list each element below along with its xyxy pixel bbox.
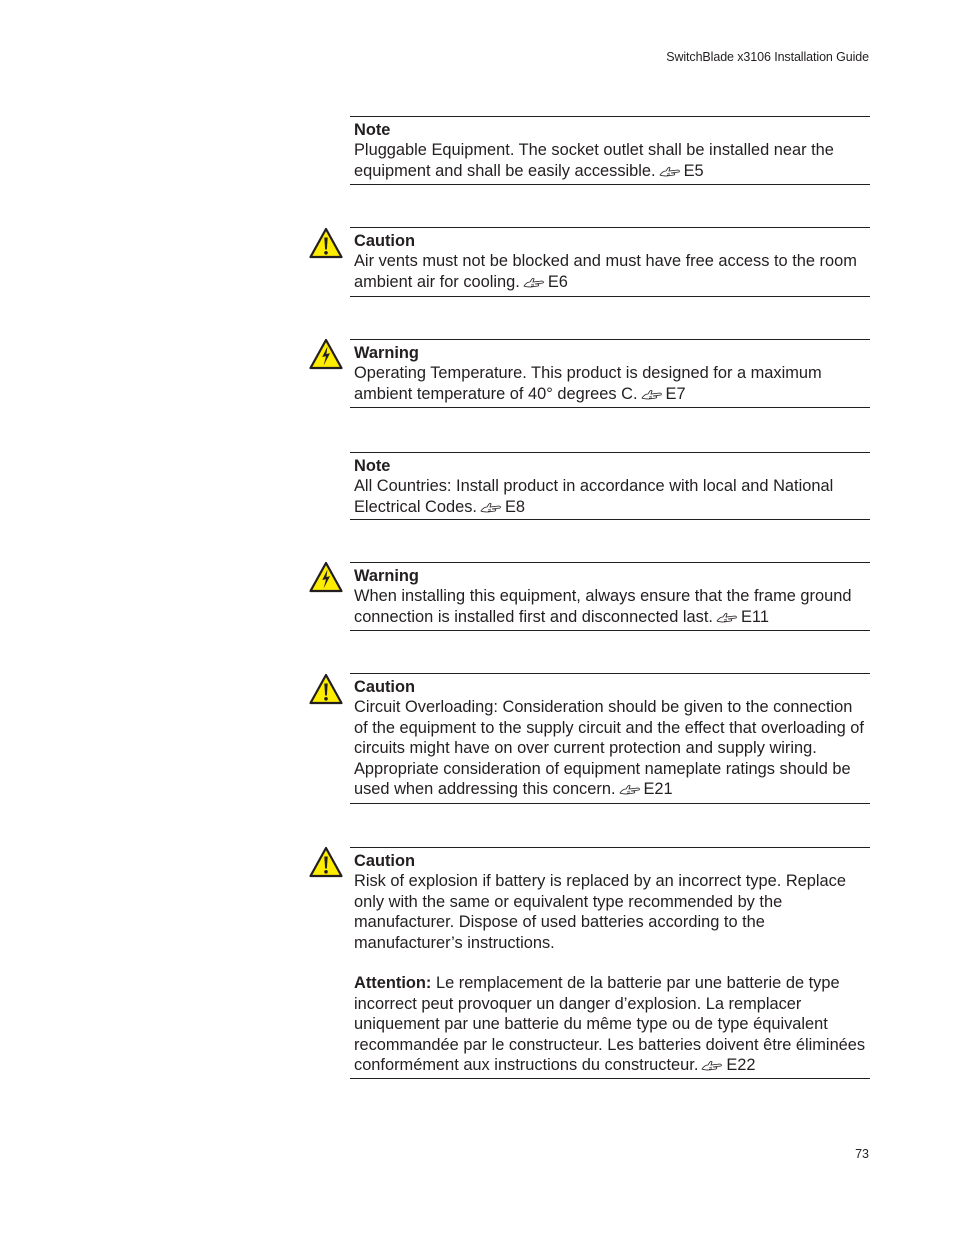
- running-header: SwitchBlade x3106 Installation Guide: [666, 50, 869, 64]
- attention-body: Attention: Le remplacement de la batterie par une batterie de type incorrect peut provoquer un danger d’explosion. La remplacer uniquement par une batterie du même type ou de type équivalent recommandée par le constructeur. Les batteries doivent être éliminées conformément aux instructions du constructeur. E22: [354, 974, 866, 1075]
- notice-title: Note: [354, 457, 391, 475]
- caution-triangle-icon: [309, 227, 343, 259]
- warning-notice: [350, 562, 870, 631]
- caution-notice: [350, 847, 870, 1079]
- notice-title: Caution: [354, 678, 416, 696]
- pointing-hand-icon: [480, 501, 502, 513]
- notice-code: E21: [643, 780, 673, 799]
- notice-code: E8: [504, 497, 526, 516]
- notice-body: All Countries: Install product in accordance with local and National Electrical Codes. E8: [354, 477, 834, 516]
- note-notice: [350, 452, 870, 520]
- notice-title: Note: [354, 121, 391, 139]
- notice-code: E22: [726, 1056, 756, 1075]
- electrical-hazard-icon: [309, 561, 343, 593]
- notice-code: E11: [740, 607, 769, 626]
- notice-code: E7: [665, 384, 686, 403]
- pointing-hand-icon: [701, 1059, 723, 1071]
- pointing-hand-icon: [619, 783, 641, 795]
- pointing-hand-icon: [659, 165, 681, 177]
- notice-body: Air vents must not be blocked and must have free access to the room ambient air for cooling. E6: [354, 252, 857, 291]
- notice-code: E6: [547, 272, 568, 291]
- notice-body: Circuit Overloading: Consideration should be given to the connection of the equipment to the supply circuit and the effect that overloading of circuits might have on over current protection and supply wiring. Appropriate consideration of equipment nameplate ratings should be used when addressing this concern. E21: [354, 698, 864, 799]
- notice-code: E5: [683, 161, 704, 180]
- notice-body: Operating Temperature. This product is designed for a maximum ambient temperature of 40° degrees C. E7: [354, 364, 822, 403]
- electrical-hazard-icon: [309, 338, 343, 370]
- warning-notice: [350, 339, 870, 408]
- pointing-hand-icon: [716, 611, 738, 623]
- notice-body: When installing this equipment, always ensure that the frame ground connection is installed first and disconnected last. E11: [354, 587, 852, 626]
- notice-title: Warning: [354, 344, 419, 362]
- notice-body: Pluggable Equipment. The socket outlet shall be installed near the equipment and shall be easily accessible. E5: [354, 141, 834, 180]
- notice-title: Caution: [354, 852, 416, 870]
- notice-body: Risk of explosion if battery is replaced by an incorrect type. Replace only with the same or equivalent type recommended by the manufacturer. Dispose of used batteries according to the manufacturer’s instructions.: [354, 872, 846, 952]
- attention-label: Attention:: [354, 974, 432, 993]
- caution-triangle-icon: [309, 846, 343, 878]
- pointing-hand-icon: [523, 276, 545, 288]
- caution-notice: [350, 673, 870, 804]
- note-notice: [350, 116, 870, 185]
- caution-triangle-icon: [309, 673, 343, 705]
- notice-title: Caution: [354, 232, 416, 250]
- pointing-hand-icon: [641, 388, 663, 400]
- page-number: 73: [855, 1147, 869, 1161]
- caution-notice: [350, 227, 870, 297]
- notice-title: Warning: [354, 567, 419, 585]
